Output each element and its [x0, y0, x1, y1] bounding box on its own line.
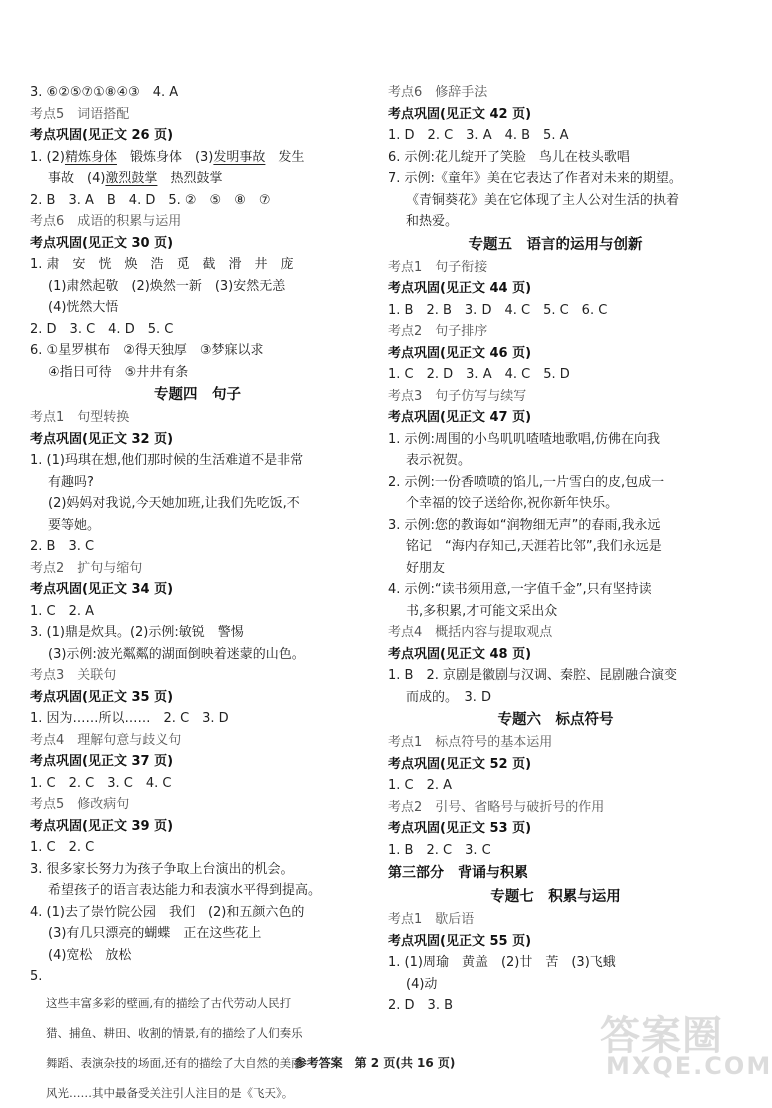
section-title: 考点2 引号、省略号与破折号的作用 — [388, 799, 605, 815]
underlined-text: 发明事故 — [213, 149, 266, 165]
answer-line: 好朋友 — [406, 560, 446, 576]
answer-line: 2. D 3. B — [388, 998, 454, 1013]
answer-line: 5. — [30, 969, 43, 984]
left-column — [30, 82, 365, 1108]
answer-line: 表示祝贺。 — [406, 453, 472, 468]
answer-line: 2. B 3. C — [30, 539, 95, 554]
consolidation-label: 考点巩固(见正文 44 页) — [388, 281, 532, 296]
corrected-text-line: 这些丰富多彩的壁画,有的描绘了古代劳动人民打 — [46, 995, 292, 1010]
answer-line: 3. 很多家长努力为孩子争取上台演出的机会。 — [30, 861, 294, 877]
answer-line: 而成的。 3. D — [406, 689, 492, 705]
answer-line: 7. 示例:《童年》美在它表达了作者对未来的期望。 — [388, 171, 682, 186]
section-title: 考点5 词语搭配 — [30, 106, 130, 122]
answer-line: 1. 肃 安 恍 焕 浩 觅 截 滑 井 庞 — [30, 257, 294, 272]
answer-line: 4. (1)去了崇竹院公园 我们 (2)和五颜六色的 — [30, 904, 305, 920]
answer-line: 要等她。 — [48, 517, 101, 533]
answer-line: 6. 示例:花儿绽开了笑脸 鸟儿在枝头歌唱 — [388, 149, 630, 165]
answer-line: (4)宽松 放松 — [48, 947, 132, 963]
topic-heading: 专题六 标点符号 — [497, 712, 614, 728]
consolidation-label: 考点巩固(见正文 47 页) — [388, 410, 532, 425]
section-title: 考点1 标点符号的基本运用 — [388, 735, 553, 750]
watermark-site-text: MXQE.COM — [606, 1052, 772, 1080]
answer-line: (2)妈妈对我说,今天她加班,让我们先吃饭,不 — [48, 496, 300, 511]
answer-line: (4)恍然大悟 — [48, 300, 119, 315]
answer-line: 1. C 2. A — [388, 778, 453, 793]
section-title: 考点5 修改病句 — [30, 797, 130, 812]
corrected-text-line: 舞蹈、表演杂技的场面,还有的描绘了大自然的美丽 — [46, 1055, 303, 1070]
answer-line: 6. ①星罗棋布 ②得天独厚 ③梦寐以求 — [30, 343, 264, 358]
watermark-logo — [600, 1004, 772, 1084]
consolidation-label: 考点巩固(见正文 52 页) — [388, 756, 532, 772]
section-title: 考点1 句子衔接 — [388, 259, 488, 275]
answer-line: (1)肃然起敬 (2)焕然一新 (3)安然无恙 — [48, 278, 286, 294]
section-title: 考点4 概括内容与提取观点 — [388, 625, 553, 640]
consolidation-label: 考点巩固(见正文 55 页) — [388, 933, 532, 949]
consolidation-label: 考点巩固(见正文 53 页) — [388, 821, 532, 836]
consolidation-label: 考点巩固(见正文 37 页) — [30, 754, 174, 769]
consolidation-label: 考点巩固(见正文 39 页) — [30, 818, 174, 834]
answer-line: 1. C 2. A — [30, 603, 95, 619]
answer-line: (3)示例:波光粼粼的湖面倒映着迷蒙的山色。 — [48, 646, 305, 662]
consolidation-label: 考点巩固(见正文 48 页) — [388, 646, 532, 662]
section-title: 考点6 成语的积累与运用 — [30, 214, 182, 229]
section-title: 考点1 歇后语 — [388, 912, 475, 927]
topic-heading: 专题四 句子 — [154, 387, 241, 403]
answer-line: 1. C 2. C 3. C 4. C — [30, 775, 172, 791]
answer-line: 《青铜葵花》美在它体现了主人公对生活的执着 — [406, 192, 680, 208]
answer-line: 1. 因为……所以…… 2. C 3. D — [30, 711, 229, 726]
consolidation-label: 考点巩固(见正文 32 页) — [30, 431, 174, 447]
answer-line: 3. (1)鼎是炊具。(2)示例:敏锐 警惕 — [30, 625, 244, 640]
topic-heading: 专题七 积累与运用 — [490, 889, 621, 905]
consolidation-label: 考点巩固(见正文 34 页) — [30, 582, 174, 597]
answer-line: 3. 示例:您的教诲如“润物细无声”的春雨,我永远 — [388, 517, 661, 533]
answer-line: 1. (1)玛琪在想,他们那时候的生活难道不是非常 — [30, 453, 304, 468]
answer-line: 铭记 “海内存知己,天涯若比邻”,我们永远是 — [406, 539, 662, 554]
page-footer: 参考答案 第 2 页(共 16 页) — [294, 1056, 456, 1070]
answer-line: 希望孩子的语言表达能力和表演水平得到提高。 — [48, 883, 322, 898]
watermark-logo-text: 答案圈 — [600, 1013, 723, 1059]
consolidation-label: 考点巩固(见正文 42 页) — [388, 106, 532, 122]
section-title: 考点4 理解句意与歧义句 — [30, 732, 182, 748]
answer-line: 和热爱。 — [406, 214, 459, 229]
answer-line: 1. 示例:周围的小鸟叽叽喳喳地歌唱,仿佛在向我 — [388, 431, 661, 447]
underlined-text: 激烈鼓掌 — [105, 171, 158, 186]
underlined-text: 精炼身体 — [64, 149, 117, 165]
answer-line: 有趣吗? — [48, 474, 94, 490]
answer-line: 1. B 2. B 3. D 4. C 5. C 6. C — [388, 302, 608, 318]
answer-line: 1. D 2. C 3. A 4. B 5. A — [388, 128, 569, 143]
consolidation-label: 考点巩固(见正文 35 页) — [30, 689, 174, 705]
section-title: 考点2 句子排序 — [388, 324, 488, 339]
answer-line: 1. B 2. C 3. C — [388, 842, 491, 858]
answer-line: 事故 (4)激烈鼓掌 热烈鼓掌 — [48, 171, 223, 186]
topic-heading: 专题五 语言的运用与创新 — [468, 236, 643, 253]
section-title: 考点3 关联句 — [30, 668, 117, 683]
section-title: 考点6 修辞手法 — [388, 85, 488, 100]
corrected-text-line: 猎、捕鱼、耕田、收割的情景,有的描绘了人们奏乐 — [46, 1025, 303, 1040]
corrected-text-line: 风光……其中最备受关注引人注目的是《飞天》。 — [46, 1085, 294, 1100]
answer-line: 书,多积累,才可能文采出众 — [406, 603, 558, 619]
answer-line: (4)动 — [406, 976, 438, 992]
right-column — [388, 82, 723, 1017]
section-title: 考点2 扩句与缩句 — [30, 560, 143, 576]
answer-line: 4. 示例:“读书须用意,一字值千金”,只有坚持读 — [388, 582, 652, 597]
part-heading: 第三部分 背诵与积累 — [388, 865, 528, 881]
answer-line: ④指日可待 ⑤井井有条 — [48, 364, 189, 380]
consolidation-label: 考点巩固(见正文 46 页) — [388, 345, 532, 361]
answer-line: 2. B 3. A B 4. D 5. ② ⑤ ⑧ ⑦ — [30, 192, 271, 208]
answer-line: 2. 示例:一份香喷喷的馅儿,一片雪白的皮,包成一 — [388, 474, 665, 490]
answer-line: 1. C 2. D 3. A 4. C 5. D — [388, 367, 570, 382]
answer-line: 2. D 3. C 4. D 5. C — [30, 321, 174, 337]
answer-line: 1. (2)精炼身体 锻炼身体 (3)发明事故 发生 — [30, 149, 305, 165]
consolidation-label: 考点巩固(见正文 30 页) — [30, 235, 174, 251]
answer-line: 个幸福的饺子送给你,祝你新年快乐。 — [406, 496, 619, 511]
consolidation-label: 考点巩固(见正文 26 页) — [30, 128, 174, 143]
section-title: 考点1 句型转换 — [30, 410, 130, 425]
answer-line: 1. (1)周瑜 黄盖 (2)廿 苦 (3)飞蛾 — [388, 955, 616, 970]
section-title: 考点3 句子仿写与续写 — [388, 388, 527, 404]
answer-line: 3. ⑥②⑤⑦①⑧④③ 4. A — [30, 85, 179, 100]
answer-line: (3)有几只漂亮的蝴蝶 正在这些花上 — [48, 926, 262, 941]
handwritten-correction-block — [30, 988, 365, 1108]
answer-line: 1. B 2. 京剧是徽剧与汉调、秦腔、昆剧融合演变 — [388, 668, 677, 683]
answer-line: 1. C 2. C — [30, 840, 95, 855]
